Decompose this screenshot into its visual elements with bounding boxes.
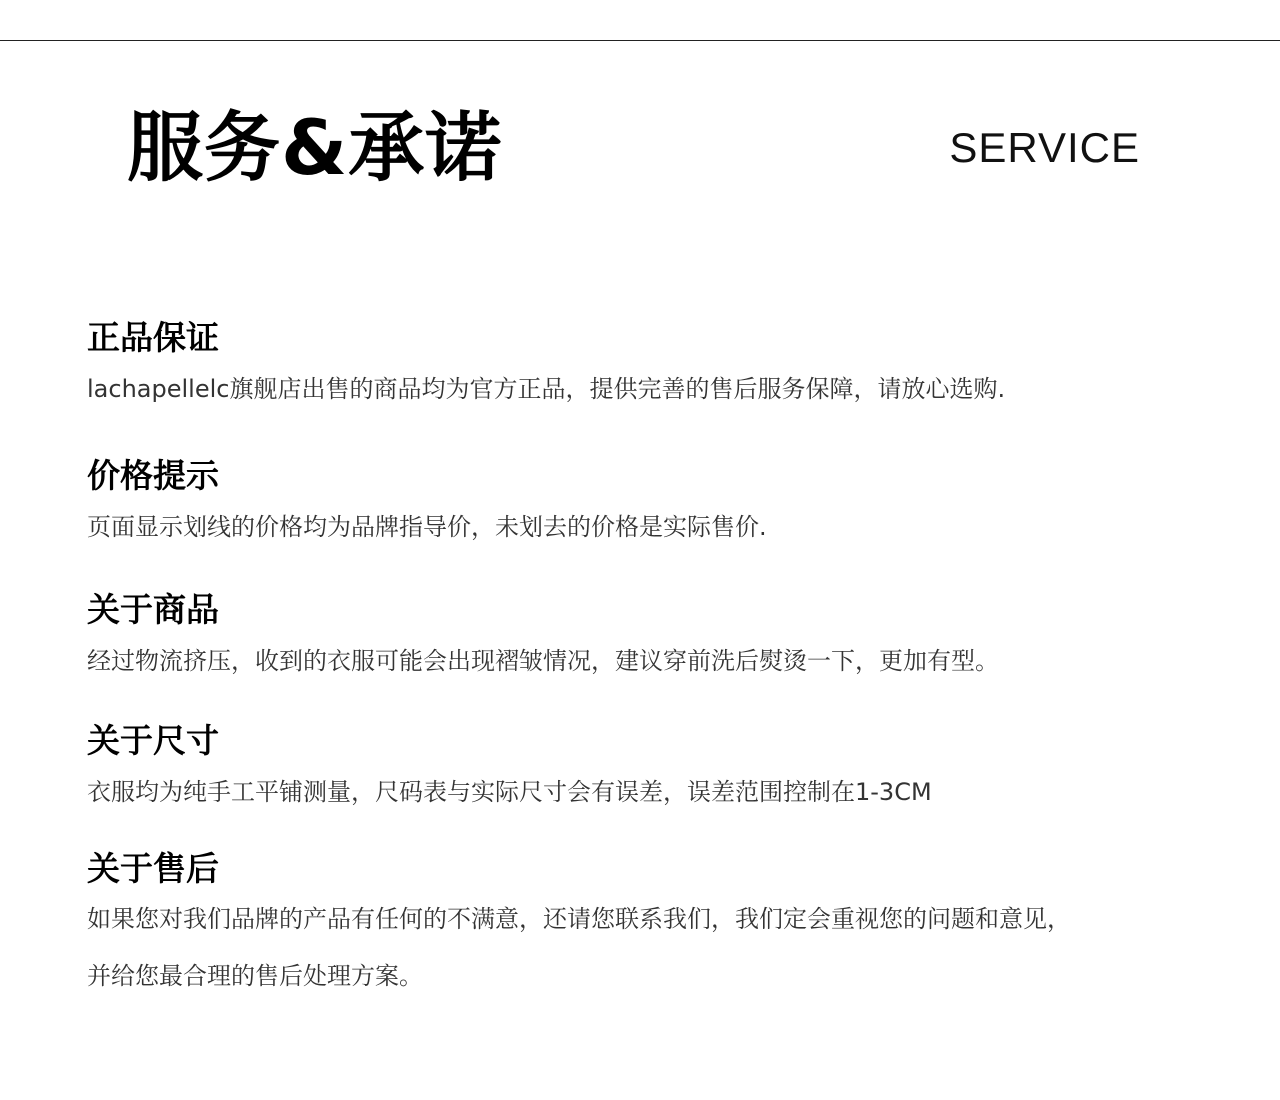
section-about-size — [87, 721, 1197, 807]
section-price-notice — [87, 456, 1197, 542]
section-heading: 正品保证 — [87, 318, 219, 357]
section-body-line: 如果您对我们品牌的产品有任何的不满意，还请您联系我们，我们定会重视您的问题和意见， — [87, 905, 1071, 933]
section-about-product — [87, 590, 1197, 676]
section-body — [87, 891, 1197, 1005]
section-after-sales — [87, 849, 1197, 1005]
section-heading: 关于尺寸 — [87, 721, 219, 760]
section-authenticity — [87, 318, 1197, 404]
page-title: 服务&承诺 — [127, 103, 503, 192]
section-body: 衣服均为纯手工平铺测量，尺码表与实际尺寸会有误差，误差范围控制在1-3CM — [87, 778, 932, 806]
page-subtitle: SERVICE — [949, 124, 1140, 171]
section-body-line: 并给您最合理的售后处理方案。 — [87, 962, 423, 990]
section-heading: 关于商品 — [87, 590, 219, 629]
top-divider — [0, 40, 1280, 41]
section-body: lachapellelc旗舰店出售的商品均为官方正品，提供完善的售后服务保障，请放心选购. — [87, 375, 1006, 403]
section-heading: 价格提示 — [87, 456, 219, 495]
section-body: 经过物流挤压，收到的衣服可能会出现褶皱情况，建议穿前洗后熨烫一下，更加有型。 — [87, 647, 999, 675]
section-heading: 关于售后 — [87, 849, 219, 888]
section-body: 页面显示划线的价格均为品牌指导价，未划去的价格是实际售价. — [87, 513, 767, 541]
